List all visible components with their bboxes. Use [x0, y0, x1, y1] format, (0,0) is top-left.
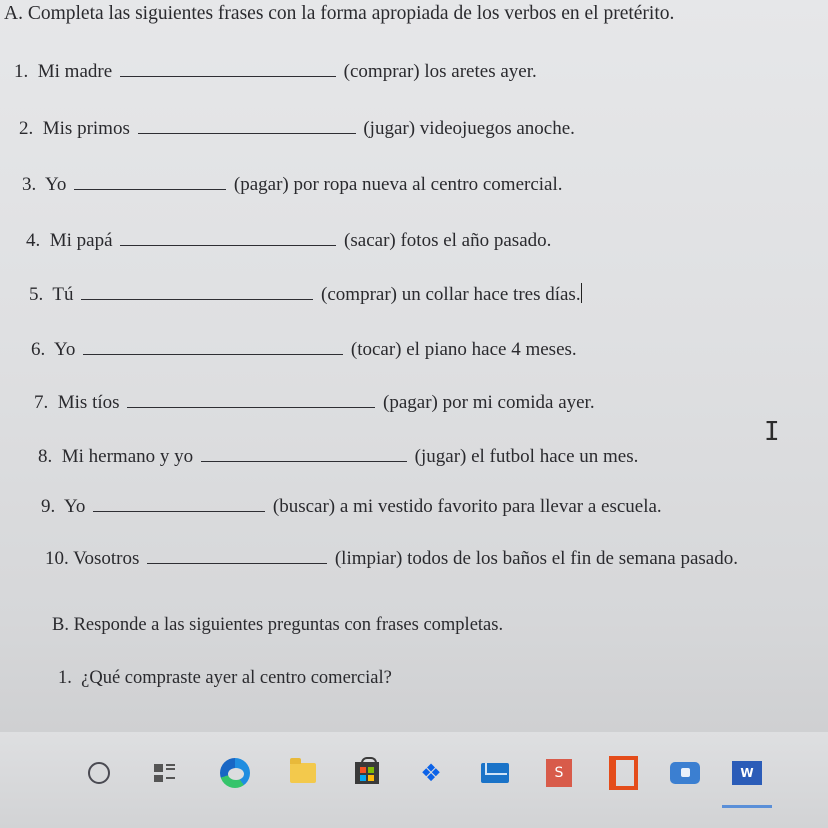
item-row-2 [19, 117, 575, 140]
item-text: (jugar) videojuegos anoche. [363, 118, 575, 139]
google-slides-icon[interactable]: S [542, 756, 576, 790]
item-text: (sacar) fotos el año pasado. [344, 230, 552, 251]
item-row-8 [38, 445, 638, 468]
answer-blank[interactable] [201, 445, 407, 462]
item-text: (tocar) el piano hace 4 meses. [350, 339, 577, 360]
question-number: 1. [58, 668, 72, 688]
teams-icon[interactable] [668, 756, 702, 790]
start-icon[interactable] [82, 756, 116, 790]
item-text: (limpiar) todos de los baños el fin de semana pasado. [334, 548, 738, 569]
item-row-4 [26, 229, 551, 252]
item-row-3 [22, 173, 563, 196]
item-number: 10. [45, 548, 69, 569]
answer-blank[interactable] [147, 547, 327, 564]
answer-blank[interactable] [93, 495, 265, 512]
dropbox-icon[interactable]: ❖ [420, 759, 442, 787]
section-a-heading: A. Completa las siguientes frases con la forma apropiada de los verbos en el pretérito. [4, 3, 675, 24]
office-icon[interactable] [606, 756, 640, 790]
item-row-9 [41, 495, 662, 518]
item-text: (pagar) por mi comida ayer. [383, 392, 595, 413]
item-subject: Yo [64, 496, 86, 517]
file-explorer-icon[interactable] [286, 756, 320, 790]
answer-blank[interactable] [127, 391, 375, 408]
item-number: 1. [14, 61, 29, 82]
item-row-6 [31, 338, 577, 361]
answer-blank[interactable] [120, 60, 336, 77]
item-row-1 [14, 60, 537, 83]
item-subject: Mi madre [37, 61, 113, 82]
item-row-7 [34, 391, 595, 414]
item-number: 6. [31, 339, 46, 360]
item-subject: Yo [45, 174, 67, 195]
item-subject: Vosotros [73, 548, 140, 569]
item-number: 3. [22, 174, 37, 195]
item-subject: Tú [52, 284, 74, 305]
item-row-10 [45, 547, 738, 570]
edge-icon[interactable] [218, 756, 252, 790]
store-icon[interactable] [350, 756, 384, 790]
answer-blank[interactable] [74, 173, 226, 190]
mail-icon[interactable] [478, 756, 512, 790]
item-row-5 [29, 283, 582, 306]
item-text: (pagar) por ropa nueva al centro comercial. [233, 174, 563, 195]
item-subject: Mis tíos [57, 392, 120, 413]
item-number: 7. [34, 392, 49, 413]
item-number: 5. [29, 284, 44, 305]
item-subject: Mi papá [49, 230, 113, 251]
item-number: 8. [38, 446, 53, 467]
section-b-heading: B. Responde a las siguientes preguntas con frases completas. [52, 615, 504, 635]
answer-blank[interactable] [138, 117, 356, 134]
item-subject: Yo [54, 339, 76, 360]
item-number: 4. [26, 230, 41, 251]
item-text: (buscar) a mi vestido favorito para llevar a escuela. [272, 496, 662, 517]
item-number: 9. [41, 496, 56, 517]
item-text: (jugar) el futbol hace un mes. [414, 446, 639, 467]
answer-blank[interactable] [83, 338, 343, 355]
item-text: (comprar) los aretes ayer. [343, 61, 537, 82]
word-icon[interactable]: W [730, 756, 764, 790]
active-app-indicator [722, 805, 772, 808]
task-view-icon[interactable] [148, 756, 182, 790]
item-subject: Mi hermano y yo [61, 446, 194, 467]
item-number: 2. [19, 118, 34, 139]
question-text: ¿Qué compraste ayer al centro comercial? [81, 668, 392, 688]
taskbar [0, 732, 828, 828]
mouse-ibeam-cursor-icon: I [764, 417, 780, 447]
item-subject: Mis primos [42, 118, 130, 139]
answer-blank[interactable] [120, 229, 336, 246]
answer-blank[interactable] [81, 283, 313, 300]
question-row-1 [58, 667, 392, 689]
item-text: (comprar) un collar hace tres días. [321, 284, 581, 305]
text-cursor [581, 283, 583, 303]
